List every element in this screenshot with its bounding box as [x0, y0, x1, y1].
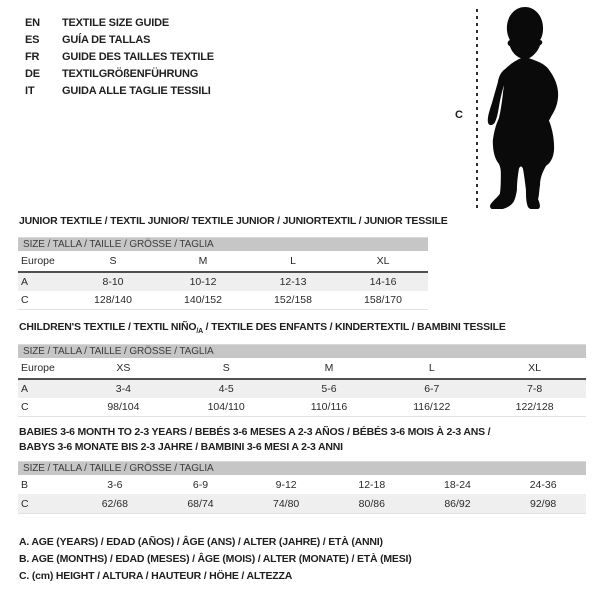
- table-cell: 7-8: [483, 379, 586, 398]
- footnote-b: B. AGE (MONTHS) / EDAD (MESES) / ÂGE (MOIS) / ALTER (MONATE) / ETÀ (MESI): [19, 553, 412, 565]
- lang-label: TEXTILGRÖßENFÜHRUNG: [62, 67, 199, 80]
- footnotes: [19, 536, 412, 587]
- row-label: C: [18, 398, 72, 417]
- row-label: B: [21, 478, 29, 491]
- footnote-a: A. AGE (YEARS) / EDAD (AÑOS) / ÂGE (ANS) / ALTER (JAHRE) / ETÀ (ANNI): [19, 536, 383, 548]
- footnote-c: C. (cm) HEIGHT / ALTURA / HAUTEUR / HÖHE / ALTEZZA: [19, 570, 293, 582]
- table-cell: 8-10: [68, 272, 158, 291]
- language-header: [25, 14, 214, 99]
- table-cell: 80/86: [329, 494, 415, 514]
- column-header: XS: [72, 358, 175, 379]
- size-header-bar: [18, 238, 428, 252]
- babies-title-line1: BABIES 3-6 MONTH TO 2-3 YEARS / BEBÉS 3-6 MESES A 2-3 AÑOS / BÉBÉS 3-6 MOIS À 2-3 ANS /: [19, 426, 491, 438]
- table-cell: 5-6: [278, 379, 381, 398]
- lang-row-it: [25, 82, 214, 99]
- column-header: S: [175, 358, 278, 379]
- column-header: XL: [483, 358, 586, 379]
- table-cell: 12-18: [358, 478, 386, 491]
- region-label: Europe: [18, 358, 72, 379]
- lang-row-en: [25, 14, 214, 31]
- baby-silhouette-icon: [487, 6, 579, 209]
- table-row-c: [18, 398, 586, 417]
- table-cell: 158/170: [338, 291, 428, 310]
- table-cell: 4-5: [175, 379, 278, 398]
- size-header-text: SIZE / TALLA / TAILLE / GRÖSSE / TAGLIA: [18, 238, 428, 252]
- height-measure-dashed-line: [476, 9, 478, 208]
- children-title-subscript: /A: [196, 328, 203, 336]
- babies-section-title: [19, 425, 490, 455]
- lang-row-es: [25, 31, 214, 48]
- table-cell: 6-7: [380, 379, 483, 398]
- table-cell: 98/104: [72, 398, 175, 417]
- children-title-rest: / TEXTILE DES ENFANTS / KINDERTEXTIL / BAMBINI TESSILE: [202, 321, 506, 333]
- lang-code: EN: [25, 16, 40, 29]
- table-row-c: [18, 494, 586, 514]
- column-header: M: [158, 251, 248, 272]
- lang-code: ES: [25, 33, 40, 46]
- table-row-c: [18, 291, 428, 310]
- lang-label: TEXTILE SIZE GUIDE: [62, 16, 170, 29]
- table-cell: 14-16: [338, 272, 428, 291]
- table-cell: 122/128: [483, 398, 586, 417]
- table-cell: 18-24: [444, 478, 471, 491]
- table-cell: 74/80: [243, 494, 329, 514]
- row-label: C: [18, 291, 68, 310]
- size-header-text: SIZE / TALLA / TAILLE / GRÖSSE / TAGLIA: [18, 345, 586, 359]
- column-header: M: [278, 358, 381, 379]
- table-row-b: [18, 475, 586, 494]
- table-cell: 3-6: [107, 478, 123, 491]
- table-cell: 104/110: [175, 398, 278, 417]
- lang-label: GUÍA DE TALLAS: [62, 33, 151, 46]
- size-header-text: SIZE / TALLA / TAILLE / GRÖSSE / TAGLIA: [18, 462, 586, 476]
- table-cell: 140/152: [158, 291, 248, 310]
- column-header-row: [18, 358, 586, 379]
- lang-code: FR: [25, 50, 40, 63]
- table-cell: 86/92: [415, 494, 501, 514]
- size-header-bar: [18, 462, 586, 476]
- table-cell: 92/98: [500, 494, 586, 514]
- children-size-table: [18, 344, 586, 417]
- row-label: A: [18, 272, 68, 291]
- babies-title-line2: BABYS 3-6 MONATE BIS 2-3 JAHRE / BAMBINI 3-6 MESI A 2-3 ANNI: [19, 441, 343, 453]
- children-section-title: [19, 321, 506, 335]
- lang-row-de: [25, 65, 214, 82]
- table-cell: 128/140: [68, 291, 158, 310]
- table-row-a: [18, 379, 586, 398]
- table-cell: 62/68: [72, 494, 158, 514]
- junior-size-table: [18, 237, 428, 310]
- table-cell: 6-9: [192, 478, 209, 491]
- row-label: A: [18, 379, 72, 398]
- table-cell: 10-12: [158, 272, 248, 291]
- table-cell: 9-12: [275, 478, 297, 491]
- junior-section-title: JUNIOR TEXTILE / TEXTIL JUNIOR/ TEXTILE JUNIOR / JUNIORTEXTIL / JUNIOR TESSILE: [19, 215, 448, 227]
- column-header: XL: [338, 251, 428, 272]
- lang-label: GUIDE DES TAILLES TEXTILE: [62, 50, 214, 63]
- region-label: Europe: [18, 251, 68, 272]
- lang-row-fr: [25, 48, 214, 65]
- table-row-a: [18, 272, 428, 291]
- size-header-bar: [18, 345, 586, 359]
- table-cell: 152/158: [248, 291, 338, 310]
- lang-code: IT: [25, 84, 35, 97]
- table-cell: 3-4: [72, 379, 175, 398]
- column-header-row: [18, 251, 428, 272]
- babies-size-table: [18, 461, 586, 514]
- table-cell: 68/74: [158, 494, 244, 514]
- table-cell: 116/122: [380, 398, 483, 417]
- column-header: L: [380, 358, 483, 379]
- column-header: S: [68, 251, 158, 272]
- table-cell: 110/116: [278, 398, 381, 417]
- lang-code: DE: [25, 67, 40, 80]
- row-label: C: [18, 494, 72, 514]
- height-measure-label: C: [455, 109, 463, 121]
- lang-label: GUIDA ALLE TAGLIE TESSILI: [62, 84, 211, 97]
- table-cell: 24-36: [529, 478, 557, 491]
- column-header: L: [248, 251, 338, 272]
- children-title-main: CHILDREN'S TEXTILE / TEXTIL NIÑO: [19, 321, 197, 333]
- table-cell: 12-13: [248, 272, 338, 291]
